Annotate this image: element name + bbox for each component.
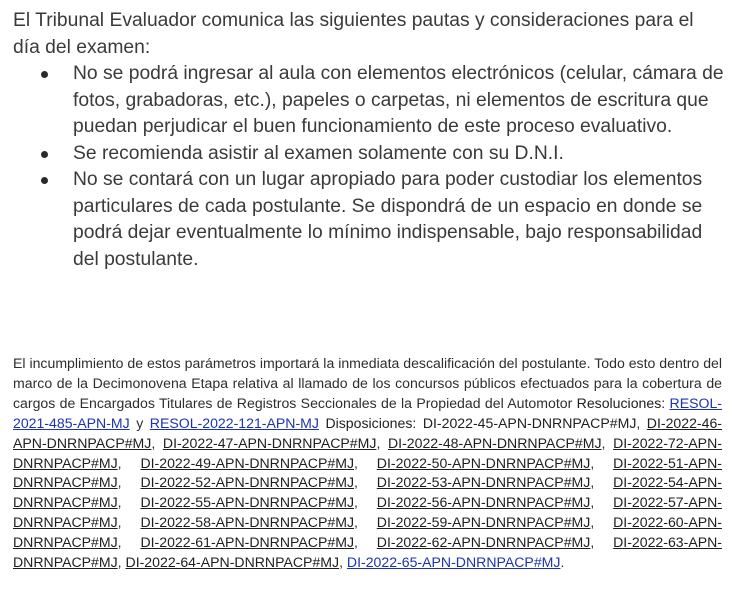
resolucion-link-485[interactable]: RESOL-2021-485-APN-MJ <box>13 394 722 431</box>
intro-paragraph: El Tribunal Evaluador comunica las siguientes pautas y consideraciones para el día del examen: <box>13 10 694 58</box>
disposicion-first: DI-2022-45-APN-DNRNPACP#MJ <box>422 414 637 431</box>
disposiciones-label: Disposiciones: <box>325 414 417 431</box>
disposicion-link[interactable]: DI-2022-63-APN-DNRNPACP#MJ <box>13 534 722 571</box>
disposicion-link-65[interactable]: DI-2022-65-APN-DNRNPACP#MJ <box>346 554 561 571</box>
disposicion-link[interactable]: DI-2022-47-APN-DNRNPACP#MJ <box>162 434 377 451</box>
disposicion-link[interactable]: DI-2022-46-APN-DNRNPACP#MJ <box>13 414 723 451</box>
disposiciones-list: DI-2022-46-APN-DNRNPACP#MJ, DI-2022-47-APN-DNRNPACP#MJ, DI-2022-48-APN-DNRNPACP#MJ, DI-2022-72-APN-DNRNPACP#MJ, DI-2022-49-APN-DNRNPACP#MJ, DI-2022-50-APN-DNRNPACP#MJ, DI-2022-51-APN-DNRNPACP#MJ, DI-2022-52-APN-DNRNPACP#MJ, DI-2022-53-APN-DNRNPACP#MJ, DI-2022-54-APN-DNRNPACP#MJ, DI-2022-55-APN-DNRNPACP#MJ, DI-2022-56-APN-DNRNPACP#MJ, DI-2022-57-APN-DNRNPACP#MJ, DI-2022-58-APN-DNRNPACP#MJ, DI-2022-59-APN-DNRNPACP#MJ, DI-2022-60-APN-DNRNPACP#MJ, DI-2022-61-APN-DNRNPACP#MJ, DI-2022-62-APN-DNRNPACP#MJ, DI-2022-63-APN-DNRNPACP#MJ, DI-2022-64-APN-DNRNPACP#MJ, <box>13 414 723 571</box>
disposicion-link[interactable]: DI-2022-55-APN-DNRNPACP#MJ <box>140 494 354 511</box>
resoluciones-label: Resoluciones: <box>576 394 666 411</box>
disposicion-link[interactable]: DI-2022-56-APN-DNRNPACP#MJ <box>376 494 591 511</box>
disposicion-link[interactable]: DI-2022-52-APN-DNRNPACP#MJ <box>140 474 354 491</box>
disposicion-link[interactable]: DI-2022-60-APN-DNRNPACP#MJ <box>13 514 722 551</box>
bullet-icon <box>41 177 48 184</box>
disposicion-link[interactable]: DI-2022-72-APN-DNRNPACP#MJ <box>13 434 722 471</box>
disposicion-link[interactable]: DI-2022-53-APN-DNRNPACP#MJ <box>376 474 591 491</box>
final-period: . <box>560 554 565 571</box>
bullet-icon <box>41 71 48 78</box>
disposicion-link[interactable]: DI-2022-54-APN-DNRNPACP#MJ <box>13 474 722 511</box>
conjunction-text: y <box>136 414 144 431</box>
list-item <box>13 61 725 141</box>
list-item-text: Se recomienda asistir al examen solamente con su D.N.I. <box>73 142 564 164</box>
bullet-icon <box>41 151 48 158</box>
list-item <box>13 167 725 273</box>
list-item-text: No se contará con un lugar apropiado para poder custodiar los elementos particulares de cada postulante. Se dispondrá de un espacio en donde se podrá dejar eventualmente lo mínimo indispensable, bajo responsabilidad del postulante. <box>73 169 703 270</box>
disposicion-link[interactable]: DI-2022-50-APN-DNRNPACP#MJ <box>376 454 591 471</box>
list-item-text: No se podrá ingresar al aula con elementos electrónicos (celular, cámara de fotos, grabadoras, etc.), papeles o carpetas, ni elementos de escritura que puedan perjudicar el buen funcionamiento de este proceso evaluativo. <box>73 63 724 137</box>
disposicion-link[interactable]: DI-2022-61-APN-DNRNPACP#MJ <box>140 534 354 551</box>
disposicion-link[interactable]: DI-2022-57-APN-DNRNPACP#MJ <box>13 494 722 531</box>
disposicion-link[interactable]: DI-2022-51-APN-DNRNPACP#MJ <box>13 454 722 491</box>
resolucion-link-121[interactable]: RESOL-2022-121-APN-MJ <box>149 414 319 431</box>
disposicion-link[interactable]: DI-2022-64-APN-DNRNPACP#MJ <box>125 554 340 571</box>
disposicion-link[interactable]: DI-2022-58-APN-DNRNPACP#MJ <box>140 514 354 531</box>
guidelines-list <box>13 61 725 273</box>
disposicion-link[interactable]: DI-2022-49-APN-DNRNPACP#MJ <box>140 454 354 471</box>
list-item <box>13 141 725 168</box>
legal-text: El incumplimiento de estos parámetros importará la inmediata descalificación del postulante. Todo esto dentro del marco de la Decimonovena Etapa relativa al llamado de los concursos públicos efectuados para la cobertura de cargos de Encargados Titulares de Registros Seccionales de la Propiedad del Automotor <box>13 355 722 411</box>
disposicion-link[interactable]: DI-2022-59-APN-DNRNPACP#MJ <box>376 514 591 531</box>
disposicion-link[interactable]: DI-2022-48-APN-DNRNPACP#MJ <box>387 434 602 451</box>
disposicion-link[interactable]: DI-2022-62-APN-DNRNPACP#MJ <box>376 534 591 551</box>
legal-paragraph: El incumplimiento de estos parámetros importará la inmediata descalificación del postulante. Todo esto dentro del marco de la Decimonovena Etapa relativa al llamado de los concursos públicos efectuados para la cobertura de cargos de Encargados Titulares de Registros Seccionales de la Propiedad del Automotor Resoluciones: RESOL-2021-485-APN-MJ y RESOL-2022-121-APN-MJ Disposiciones: DI-2022-45-APN-DNRNPACP#MJ, DI-2022-46-APN-DNRNPACP#MJ, DI-2022-47-APN-DNRNPACP#MJ, DI-2022-48-APN-DNRNPACP#MJ, DI-2022-72-APN-DNRNPACP#MJ, DI-2022-49-APN-DNRNPACP#MJ, DI-2022-50-APN-DNRNPACP#MJ, DI-2022-51-APN-DNRNPACP#MJ, DI-2022-52-APN-DNRNPACP#MJ, DI-2022-53-APN-DNRNPACP#MJ, DI-2022-54-APN-DNRNPACP#MJ, DI-2022-55-APN-DNRNPACP#MJ, DI-2022-56-APN-DNRNPACP#MJ, DI-2022-57-APN-DNRNPACP#MJ, DI-2022-58-APN-DNRNPACP#MJ, DI-2022-59-APN-DNRNPACP#MJ, DI-2022-60-APN-DNRNPACP#MJ, DI-2022-61-APN-DNRNPACP#MJ, DI-2022-62-APN-DNRNPACP#MJ, DI-2022-63-APN-DNRNPACP#MJ, DI-2022-64-APN-DNRNPACP#MJ, DI-2022-65-APN-DNRNPACP#MJ. <box>13 355 723 571</box>
